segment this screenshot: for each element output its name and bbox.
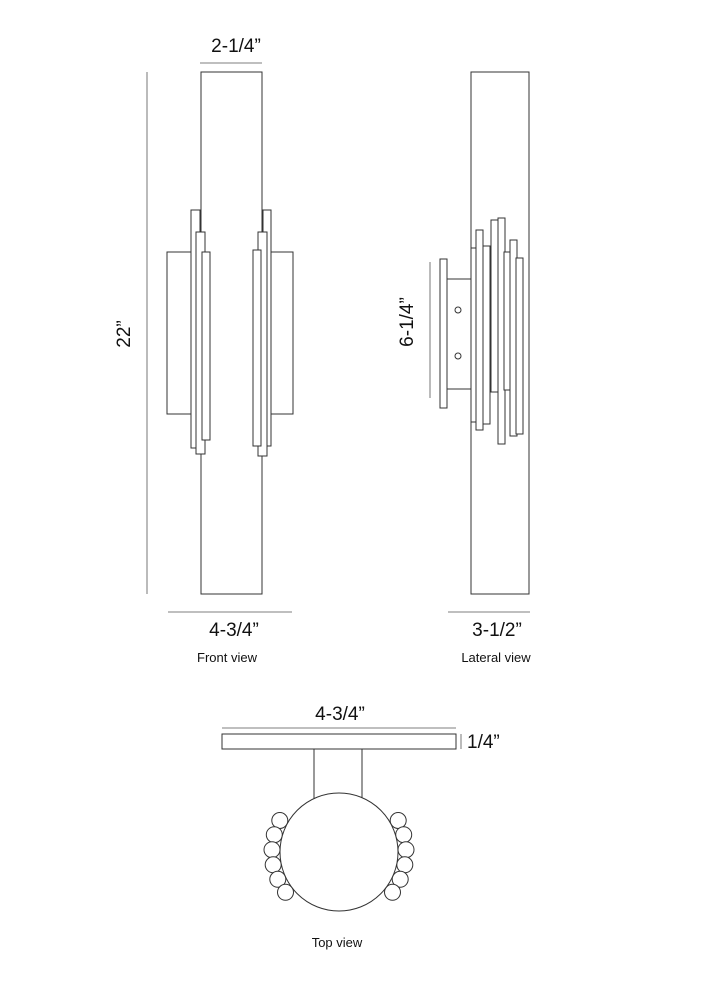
front-right-strip-3 xyxy=(253,250,261,446)
front-view-caption: Front view xyxy=(197,650,257,665)
front-bottom-width-label: 4-3/4” xyxy=(209,620,259,641)
top-thickness-label: 1/4” xyxy=(467,732,500,753)
top-wall-plate xyxy=(222,734,456,749)
top-bead-9 xyxy=(398,842,414,858)
top-bead-1 xyxy=(272,813,288,829)
lateral-strip-2 xyxy=(476,230,483,430)
lateral-depth-label: 3-1/2” xyxy=(472,620,522,641)
lateral-strip-3 xyxy=(483,246,490,424)
front-view xyxy=(114,36,293,665)
top-view-caption: Top view xyxy=(311,935,363,950)
top-glass-tube xyxy=(280,793,398,911)
top-bead-7 xyxy=(390,813,406,829)
top-view xyxy=(222,704,500,950)
front-top-width-label: 2-1/4” xyxy=(211,36,261,57)
lateral-strip-4 xyxy=(491,220,498,392)
lateral-view xyxy=(397,72,531,665)
lateral-view-caption: Lateral view xyxy=(461,650,531,665)
front-height-label: 22” xyxy=(114,320,135,348)
top-bead-4 xyxy=(265,857,281,873)
top-width-label: 4-3/4” xyxy=(315,704,365,725)
lateral-backplate xyxy=(440,259,447,408)
top-bead-8 xyxy=(396,827,412,843)
lateral-strip-8 xyxy=(516,258,523,434)
lateral-backplate-height-label: 6-1/4” xyxy=(397,297,418,347)
top-bead-3 xyxy=(264,842,280,858)
front-left-strip-3 xyxy=(202,252,210,440)
top-bead-2 xyxy=(266,827,282,843)
lateral-mounting-arm xyxy=(447,279,471,389)
top-bead-10 xyxy=(397,857,413,873)
